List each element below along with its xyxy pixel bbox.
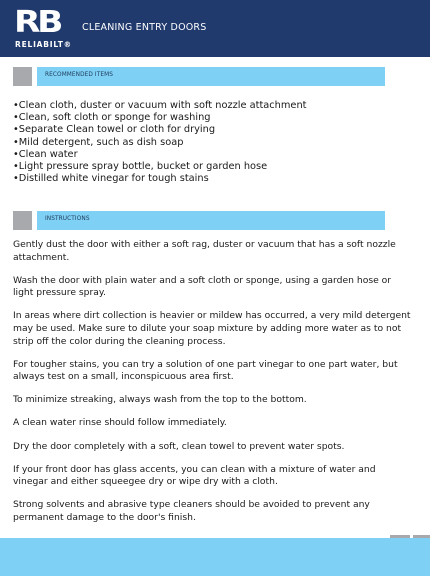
list-item: •Clean water [13, 148, 78, 160]
list-item: •Clean cloth, duster or vacuum with soft nozzle attachment [13, 100, 307, 111]
section-band [37, 211, 385, 230]
list-item: •Light pressure spray bottle, bucket or garden hose [13, 161, 268, 173]
list-item: •Clean, soft cloth or sponge for washing [13, 112, 211, 124]
section-heading: INSTRUCTIONS [45, 216, 90, 222]
section-square-icon [13, 67, 32, 86]
instruction-paragraph: For tougher stains, you can try a solution of one part vinegar to one part water, but always test on a small, inconspicuous area first. [13, 358, 398, 383]
list-item: •Mild detergent, such as dish soap [13, 136, 184, 148]
logo-wordmark: RELIABILT® [15, 40, 72, 49]
list-item: •Distilled white vinegar for tough stains [13, 173, 209, 185]
instruction-paragraph: Wash the door with plain water and a soft cloth or sponge, using a garden hose or light pressure spray. [13, 274, 392, 299]
instruction-paragraph: A clean water rinse should follow immediately. [13, 417, 227, 429]
reliabilt-logo [14, 5, 72, 50]
logo-mark: RB [14, 5, 60, 40]
instruction-paragraph: To minimize streaking, always wash from the top to the bottom. [13, 394, 307, 406]
instruction-paragraph: If your front door has glass accents, you can clean with a mixture of water and vinegar and either squeegee dry or wipe dry with a cloth. [13, 463, 376, 488]
instruction-paragraph: Dry the door completely with a soft, clean towel to prevent water spots. [13, 440, 345, 452]
header-bar [0, 0, 430, 57]
footer-bar [0, 538, 430, 576]
section-heading: RECOMMENDED ITEMS [45, 72, 114, 78]
recommended-items-heading-bar [13, 67, 385, 86]
recommended-items-list [13, 100, 413, 185]
instruction-paragraph: In areas where dirt collection is heavier or mildew has occurred, a very mild detergent may be used. Make sure to dilute your soap mixture by adding more water as to not strip off the color during the cleaning process. [13, 310, 411, 347]
list-item: •Separate Clean towel or cloth for drying [13, 124, 216, 136]
instruction-paragraph: Strong solvents and abrasive type cleaners should be avoided to prevent any permanent damage to the door's finish. [13, 499, 370, 523]
page-title: CLEANING ENTRY DOORS [82, 22, 207, 33]
section-square-icon [13, 211, 32, 230]
section-band [37, 67, 385, 86]
instruction-paragraph: Gently dust the door with either a soft rag, duster or vacuum that has a soft nozzle attachment. [13, 239, 396, 263]
instructions-body [13, 239, 413, 535]
instructions-heading-bar [13, 211, 385, 230]
